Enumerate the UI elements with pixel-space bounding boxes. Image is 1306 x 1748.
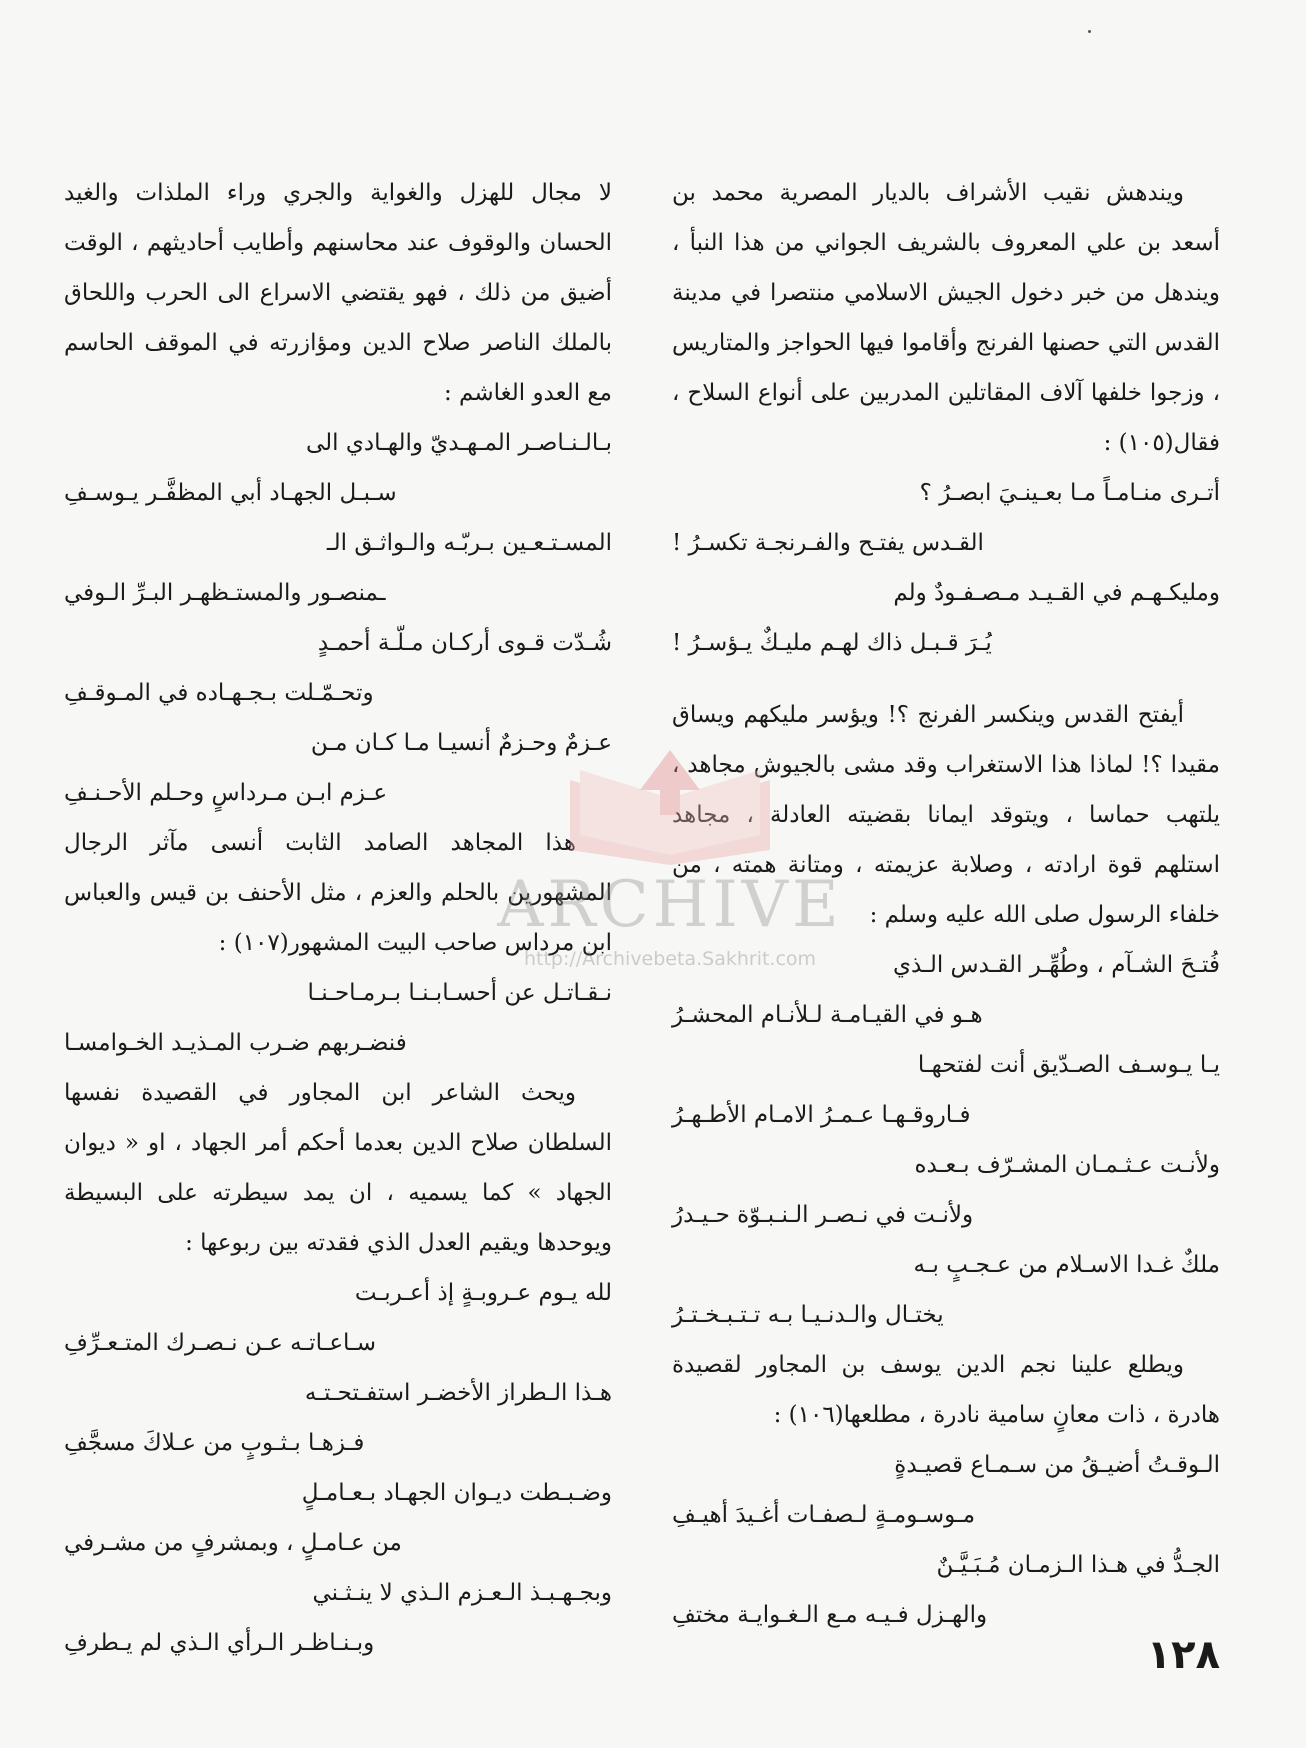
poem-verse — [672, 568, 1220, 668]
poem-verse — [64, 418, 612, 518]
verse-second-hemistich: ولأنـت في نـصـر الـنـبـوّة حـيـدرُ — [672, 1202, 974, 1228]
verse-second-hemistich: يُـرَ قـبـل ذاك لهـم مليـكٌ يـؤسـرُ ! — [672, 630, 992, 656]
prose-paragraph: أيفتح القدس وينكسر الفرنج ؟! ويؤسر مليكهم ويساق مقيدا ؟! لماذا هذا الاستغراب وقد مشى بالجيوش مجاهد ، يلتهب حماسا ، ويتوقد ايمانا بقضيته العادلة ، مجاهد استلهم قوة ارادته ، وصلابة عزيمته ، ومتانة همته ، من خلفاء الرسول صلى الله عليه وسلم : — [672, 702, 1220, 928]
verse-first-hemistich: هـذا الـطراز الأخضـر استفـتحـتـه — [304, 1380, 612, 1406]
poem-verse — [64, 1468, 612, 1568]
verse-first-hemistich: ومليكـهـم في القـيـد مـصـفـودٌ ولم — [893, 580, 1220, 606]
verse-second-hemistich: وبـنـاظـر الـرأي الـذي لم يـطرفِ — [64, 1630, 375, 1656]
verse-first-hemistich: لله يـوم عـروبـةٍ إذ أعـربـت — [354, 1280, 612, 1306]
watermark-url: http://Archivebeta.Sakhrit.com — [523, 948, 817, 970]
verse-second-hemistich: وتحـمّـلت بـجـهـاده في المـوقـفِ — [64, 680, 374, 706]
prose-paragraph: ويطلع علينا نجم الدين يوسف بن المجاور لقصيدة هادرة ، ذات معانٍ سامية نادرة ، مطلعها(١٠٦) : — [672, 1352, 1220, 1428]
verse-first-hemistich: شُـدّت قـوى أركـان مـلّـة أحمـدٍ — [317, 630, 612, 656]
prose-paragraph: لا مجال للهزل والغواية والجري وراء الملذات والغيد الحسان والوقوف عند محاسنهم وأطايب أحاديثهم ، الوقت أضيق من ذلك ، فهو يقتضي الاسراع الى الحرب واللحاق بالملك الناصر صلاح الدين ومؤازرته في الموقف الحاسم مع العدو الغاشم : — [64, 180, 612, 406]
verse-first-hemistich: فُتـحَ الشـآم ، وطُهِّـر القـدس الـذي — [893, 952, 1220, 978]
watermark-title: ARCHIVE — [497, 868, 843, 942]
poem-verse — [672, 1440, 1220, 1540]
prose-paragraph: ويندهش نقيب الأشراف بالديار المصرية محمد بن أسعد بن علي المعروف بالشريف الجواني من هذا النبأ ، ويندهل من خبر دخول الجيش الاسلامي منتصرا في مدينة القدس التي حصنها الفرنج وأقاموا فيها الحواجز والمتاريس ، وزجوا خلفها آلاف المقاتلين المدربين على أنواع السلاح ، فقال(١٠٥) : — [672, 180, 1220, 456]
speck — [1088, 30, 1091, 33]
verse-second-hemistich: فنضـربهم ضـرب المـذيـد الخـوامسـا — [64, 1030, 407, 1056]
prose-paragraph: هذا المجاهد الصامد الثابت أنسى مآثر الرجال المشهورين بالحلم والعزم ، مثل الأحنف بن قيس والعباس ابن مرداس صاحب البيت المشهور(١٠٧) : — [64, 830, 612, 956]
poem-verse — [64, 1268, 612, 1368]
paragraph-gap — [672, 668, 1220, 690]
poem-verse — [64, 718, 612, 818]
verse-first-hemistich: وبجـهـبـذ الـعـزم الـذي لا ينـثـني — [312, 1580, 612, 1606]
verse-first-hemistich: الـوقـتُ أضيـقُ من سـمـاع قصيـدةٍ — [894, 1452, 1220, 1478]
right-column — [672, 168, 1220, 1640]
poem-verse — [672, 1140, 1220, 1240]
poem-verse — [672, 1540, 1220, 1640]
poem-verse — [64, 1368, 612, 1468]
poem-verse — [672, 1040, 1220, 1140]
poem-verse — [672, 1240, 1220, 1340]
verse-second-hemistich: يختـال والـدنـيـا بـه تـتـبـخـتـرُ — [672, 1302, 944, 1328]
verse-second-hemistich: مـوسـومـةٍ لـصفـات أغـيدَ أهيـفِ — [672, 1502, 976, 1528]
poem-verse — [64, 968, 612, 1068]
poem-verse — [64, 618, 612, 718]
verse-second-hemistich: فـزهـا بـثـوبٍ من عـلاكَ مسجَّفِ — [64, 1430, 365, 1456]
verse-second-hemistich: هـو في القيـامـة لـلأنـام المحشـرُ — [672, 1002, 983, 1028]
verse-first-hemistich: نـقـاتـل عن أحسـابـنـا بـرمـاحـنـا — [307, 980, 612, 1006]
page-number: ١٢٨ — [1146, 1632, 1220, 1678]
verse-first-hemistich: ولأنـت عـثـمـان المشـرّف بـعـده — [914, 1152, 1220, 1178]
verse-second-hemistich: سـبـل الجهـاد أبي المظفَّـر يـوسـفِ — [64, 480, 397, 506]
poem-verse — [672, 940, 1220, 1040]
verse-second-hemistich: فـاروقـهـا عـمـرُ الامـام الأطـهـرُ — [672, 1102, 971, 1128]
verse-first-hemistich: الجـدُّ في هـذا الـزمـان مُـبَـيَّـنٌ — [936, 1552, 1220, 1578]
verse-first-hemistich: ملكٌ غـدا الاسـلام من عـجـبٍ بـه — [913, 1252, 1220, 1278]
verse-second-hemistich: القـدس يفتـح والفـرنجـة تكسـرُ ! — [672, 530, 984, 556]
verse-first-hemistich: يـا يـوسـف الصـدّيق أنت لفتحهـا — [917, 1052, 1220, 1078]
verse-first-hemistich: عـزمٌ وحـزمٌ أنسيـا مـا كـان مـن — [310, 730, 612, 756]
verse-first-hemistich: المسـتـعـين بـربّـه والـواثـق الـ — [326, 530, 612, 556]
verse-second-hemistich: من عـامـلٍ ، وبمشرفٍ من مشـرفي — [64, 1530, 402, 1556]
verse-first-hemistich: وضـبـطت ديـوان الجهـاد بـعـامـلٍ — [301, 1480, 612, 1506]
poem-verse — [64, 1568, 612, 1668]
poem-verse — [64, 518, 612, 618]
verse-second-hemistich: عـزم ابـن مـرداسٍ وحـلم الأحـنـفِ — [64, 780, 388, 806]
poem-verse — [672, 468, 1220, 568]
verse-first-hemistich: أتـرى منـامـاً مـا بعـينـيَ ابصـرُ ؟ — [919, 480, 1220, 506]
verse-first-hemistich: بـالـنـاصـر المـهـديّ والهـادي الى — [306, 430, 612, 456]
prose-paragraph: ويحث الشاعر ابن المجاور في القصيدة نفسها السلطان صلاح الدين بعدما أحكم أمر الجهاد ، او « ديوان الجهاد » كما يسميه ، ان يمد سيطرته على البسيطة ويوحدها ويقيم العدل الذي فقدته بين ربوعها : — [64, 1080, 612, 1256]
left-column — [64, 168, 612, 1668]
verse-second-hemistich: سـاعـاتـه عـن نـصـرك المتـعـرِّفِ — [64, 1330, 377, 1356]
verse-second-hemistich: ـمنصـور والمستـظهـر البـرِّ الـوفي — [64, 580, 386, 606]
verse-second-hemistich: والهـزل فـيـه مـع الـغـوايـة مختفِ — [672, 1602, 988, 1628]
